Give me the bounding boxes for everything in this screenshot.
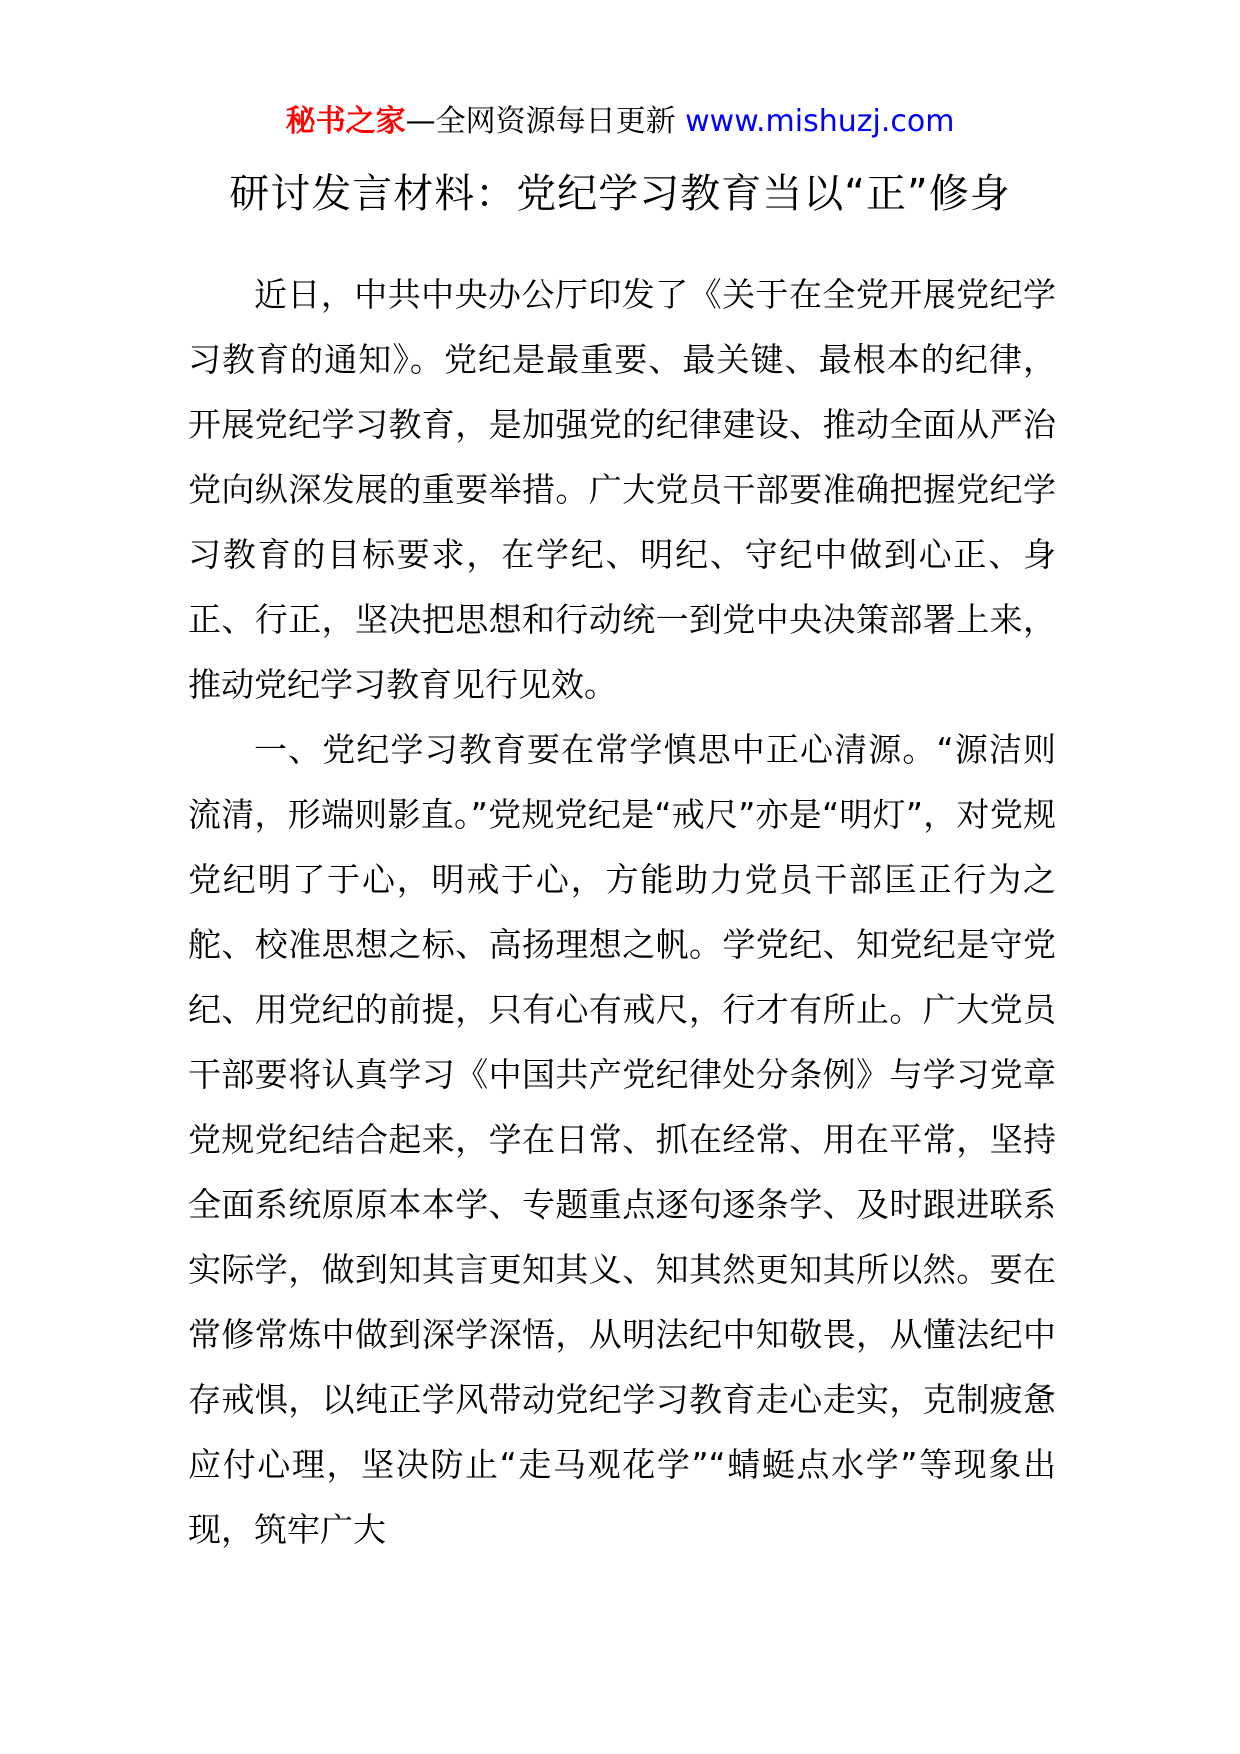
brand-name: 秘书之家	[285, 104, 406, 139]
paragraph-section-one: 一、党纪学习教育要在常学慎思中正心清源。“源洁则流清，形端则影直。”党规党纪是“戒尺”亦是“明灯”，对党规党纪明了于心，明戒于心，方能助力党员干部匡正行为之舵、校准思想之标、高扬理想之帆。学党纪、知党纪是守党纪、用党纪的前提，只有心有戒尺，行才有所止。广大党员干部要将认真学习《中国共产党纪律处分条例》与学习党章党规党纪结合起来，学在日常、抓在经常、用在平常，坚持全面系统原原本本学、专题重点逐句逐条学、及时跟进联系实际学，做到知其言更知其义、知其然更知其所以然。要在常修常炼中做到深学深悟，从明法纪中知敬畏，从懂法纪中存戒惧，以纯正学风带动党纪学习教育走心走实，克制疲惫应付心理，坚决防止“走马观花学”“蜻蜓点水学”等现象出现，筑牢广大	[188, 730, 1056, 1549]
document-title: 研讨发言材料：党纪学习教育当以“正”修身	[229, 171, 1011, 217]
paragraph-intro: 近日，中共中央办公厅印发了《关于在全党开展党纪学习教育的通知》。党纪是最重要、最关键、最根本的纪律，开展党纪学习教育，是加强党的纪律建设、推动全面从严治党向纵深发展的重要举措。广大党员干部要准确把握党纪学习教育的目标要求，在学纪、明纪、守纪中做到心正、身正、行正，坚决把思想和行动统一到党中央决策部署上来，推动党纪学习教育见行见效。	[188, 275, 1056, 704]
document-body	[188, 262, 1056, 1562]
site-tagline: —全网资源每日更新	[405, 104, 676, 139]
site-header	[0, 102, 1240, 142]
site-url-link[interactable]: www.mishuzj.com	[685, 104, 955, 139]
